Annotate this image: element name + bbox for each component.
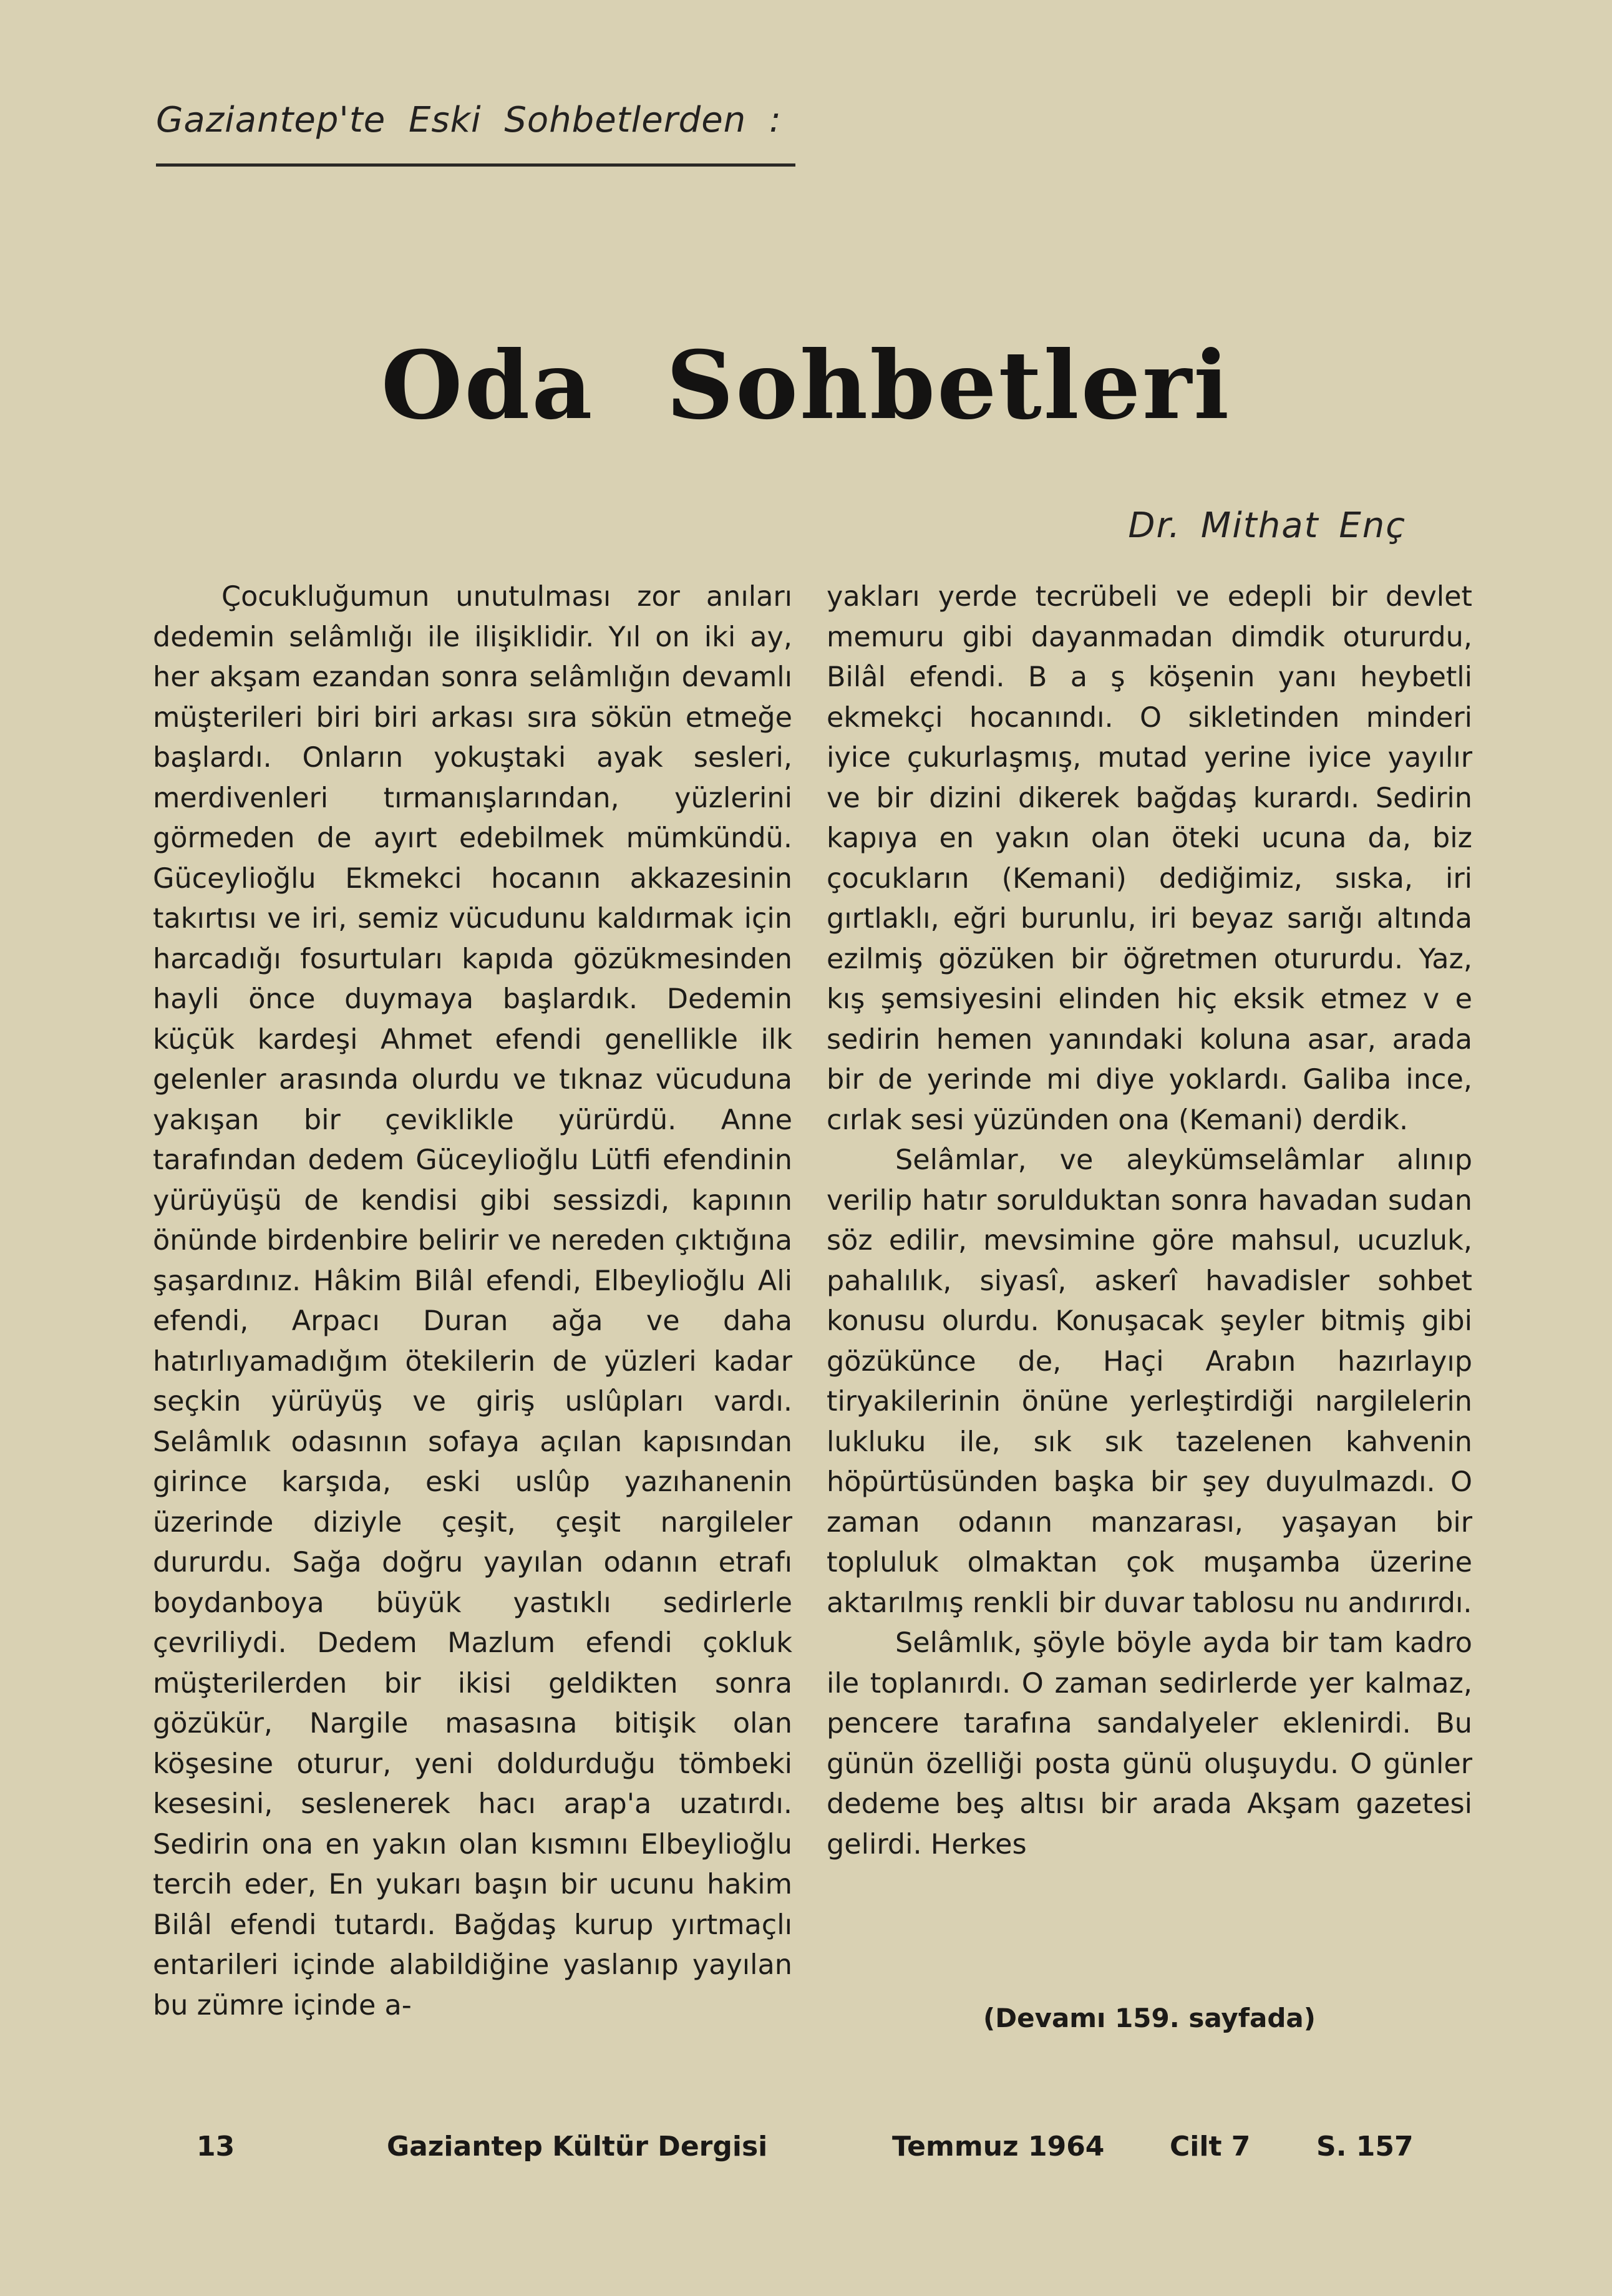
article-title: Oda Sohbetleri bbox=[381, 331, 1231, 440]
continued-note: (Devamı 159. sayfada) bbox=[983, 2003, 1316, 2033]
series-heading: Gaziantep'te Eski Sohbetlerden : bbox=[156, 100, 782, 140]
volume-number: Cilt 7 bbox=[1170, 2131, 1251, 2162]
paragraph: Selâmlar, ve aleykümselâmlar alınıp verilip hatır sorulduktan sonra havadan sudan söz edilir, mevsimine göre mahsul, ucuzluk, pahalılık, siyasî, askerî havadisler sohbet konusu olurdu. Konuşacak şeyler bitmiş gibi gözükünce de, Haçi Arabın hazırlayıp tiryakilerinin önüne yerleştirdiği nargilelerin lukluku ile, sık sık tazelenen kahvenin höpürtüsünden başka bir şey duyulmazdı. O zaman odanın manzarası, yaşayan bir topluluk olmaktan çok muşamba üzerine aktarılmış renkli bir duvar tablosu nu andırırdı. bbox=[827, 1144, 1472, 1619]
issue-date: Temmuz 1964 bbox=[892, 2131, 1105, 2162]
page-number: 13 bbox=[197, 2131, 235, 2162]
journal-name: Gaziantep Kültür Dergisi bbox=[387, 2131, 768, 2162]
heading-underline bbox=[156, 163, 795, 167]
author-name: Dr. Mithat Enç bbox=[1128, 505, 1406, 546]
paragraph: Çocukluğumun unutulması zor anıları dedemin selâmlığı ile ilişiklidir. Yıl on iki ay, her akşam ezandan sonra selâmlığın devamlı müşterileri biri biri arkası sıra sökün etmeğe başlardı. Onların yokuştaki ayak sesleri, merdivenleri tırmanışlarından, yüzlerini görmeden de ayırt edebilmek mümkündü. Güceylioğlu Ekmekci hocanın akkazesinin takırtısı ve iri, semiz vücudunu kaldırmak için harcadığı fosurtuları kapıda gözükmesinden hayli önce duymaya başlardık. Dedemin küçük kardeşi Ahmet efendi genellikle ilk gelenler arasında olurdu ve tıknaz vücuduna yakışan bir çeviklikle yürürdü. Anne tarafından dedem Güceylioğlu Lütfi efendinin yürüyüşü de kendisi gibi sessizdi, kapının önünde birdenbire belirir ve nereden çıktığına şaşardınız. Hâkim Bilâl efendi, Elbeylioğlu Ali efendi, Arpacı Duran ağa ve daha hatırlıyamadığım ötekilerin de yüzleri kadar seçkin yürüyüş ve giriş uslûpları vardı. Selâmlık odasının sofaya açılan kapısından girince karşıda, eski uslûp yazıhanenin üzerinde diziyle çeşit, çeşit nargileler dururdu. Sağa doğru yayılan odanın etrafı boydanboya büyük yastıklı sedirlerle çevriliydi. Dedem Mazlum efendi çokluk müşterilerden bir ikisi geldikten sonra gözükür, Nargile masasına bitişik olan köşesine oturur, yeni doldurduğu tömbeki kesesini, seslenerek hacı arap'a uzatırdı. Sedirin ona en yakın olan kısmını Elbeylioğlu tercih eder, En yukarı başın bir ucunu hakim Bilâl efendi tutardı. Bağdaş kurup yırtmaçlı entarileri içinde alabildiğine yaslanıp yayılan bu zümre içinde a- bbox=[153, 581, 792, 2021]
left-column bbox=[153, 577, 792, 2026]
issue-number: S. 157 bbox=[1316, 2131, 1414, 2162]
paragraph: yakları yerde tecrübeli ve edepli bir devlet memuru gibi dayanmadan dimdik otururdu, Bilâl efendi. B a ş köşenin yanı heybetli ekmekçi hocanındı. O sikletinden minderi iyice çukurlaşmış, mutad yerine iyice yayılır ve bir dizini dikerek bağdaş kurardı. Sedirin kapıya en yakın olan öteki ucuna da, biz çocukların (Kemani) dediğimiz, sıska, iri gırtlaklı, eğri burunlu, iri beyaz sarığı altında ezilmiş gözüken bir öğretmen otururdu. Yaz, kış şemsiyesini elinden hiç eksik etmez v e sedirin hemen yanındaki koluna asar, arada bir de yerinde mi diye yoklardı. Galiba ince, cırlak sesi yüzünden ona (Kemani) derdik. bbox=[827, 581, 1472, 1136]
right-column bbox=[827, 577, 1472, 1865]
paragraph: Selâmlık, şöyle böyle ayda bir tam kadro ile toplanırdı. O zaman sedirlerde yer kalmaz, pencere tarafına sandalyeler eklenirdi. Bu günün özelliği posta günü oluşuydu. O günler dedeme beş altısı bir arada Akşam gazetesi gelirdi. Herkes bbox=[827, 1627, 1472, 1861]
